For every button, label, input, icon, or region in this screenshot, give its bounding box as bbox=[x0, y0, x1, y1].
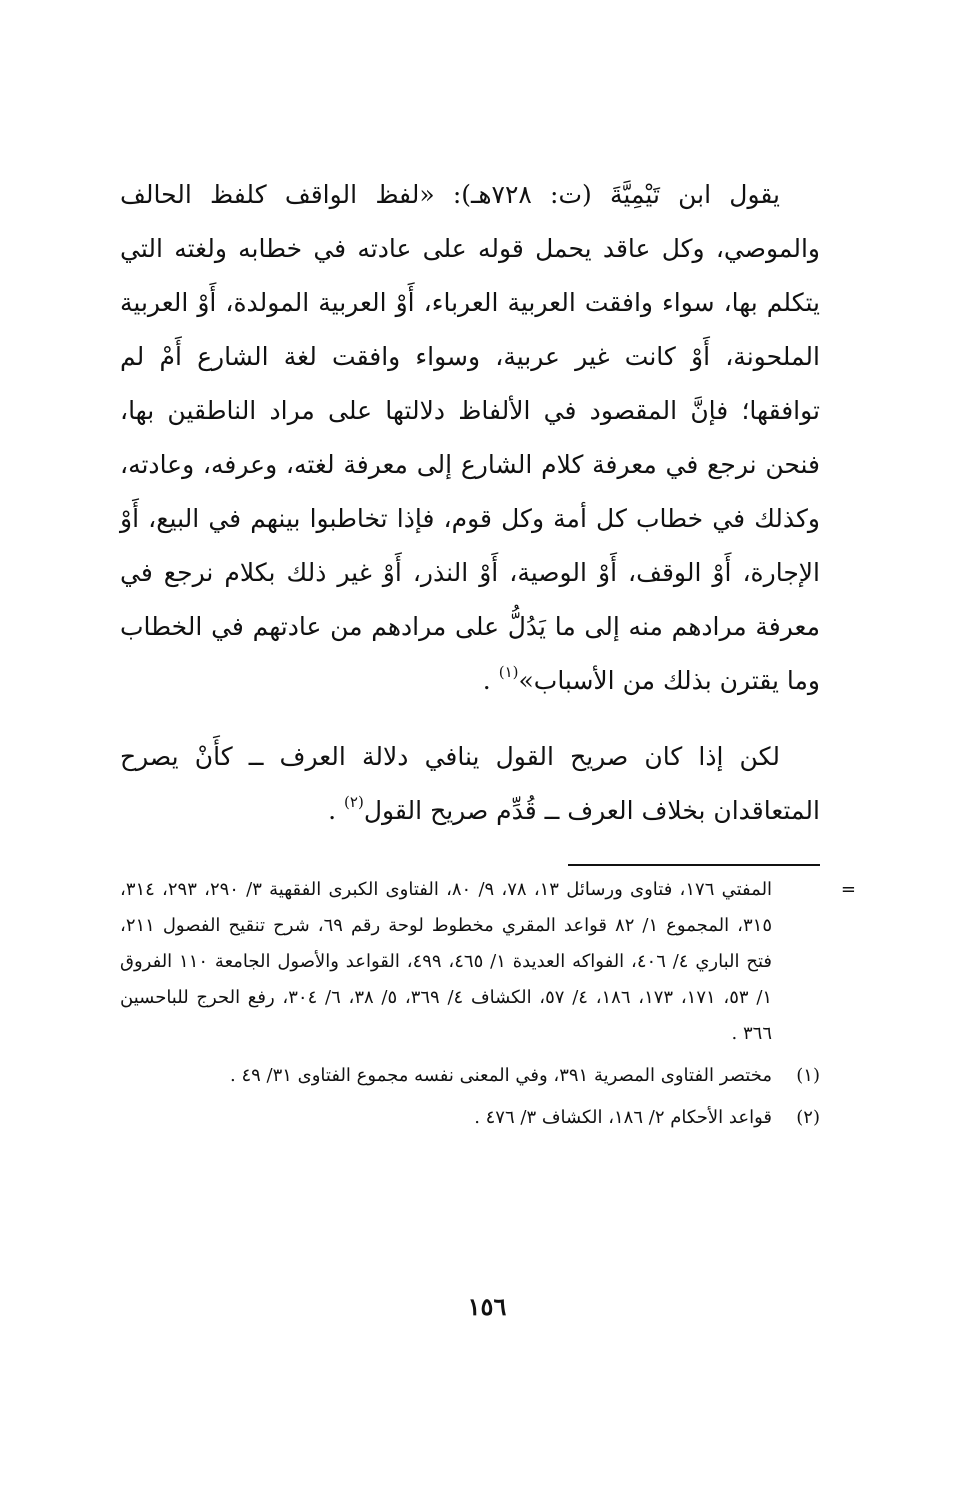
body-paragraph-1 bbox=[120, 168, 820, 708]
paragraph-2-end: . bbox=[328, 796, 345, 825]
continuation-text: المفتي ١٧٦، فتاوى ورسائل ١٣، ٧٨، ٩/ ٨٠، الفتاوى الكبرى الفقهية ٣/ ٢٩٠، ٢٩٣، ٣١٤، ٣١٥، المجموع ١/ ٨٢ قواعد المقري مخطوط لوحة رقم ٦٩، شرح تنقيح الفصول ٢١١، فتح الباري ٤/ ٤٠٦، الفواكه العديدة ١/ ٤٦٥، ٤٩٩، القواعد والأصول الجامعة ١١٠ الفروق ١/ ٥٣، ١٧١، ١٧٣، ١٨٦، ٤/ ٥٧، الكشاف ٤/ ٣٦٩، ٥/ ٣٨، ٦/ ٣٠٤، رفع الحرج للباحسين ٣٦٦ . bbox=[120, 879, 773, 1044]
footnote-ref-2[interactable]: (٢) bbox=[344, 793, 364, 811]
continuation-mark: = bbox=[840, 879, 856, 900]
footnote-ref-1[interactable]: (١) bbox=[498, 663, 519, 681]
page-number: ١٥٦ bbox=[467, 1292, 507, 1321]
body-paragraph-2 bbox=[120, 730, 820, 838]
footnote-1-mark: (١) bbox=[796, 1065, 820, 1086]
footnote-separator bbox=[568, 864, 820, 866]
footnote-2 bbox=[120, 1100, 820, 1136]
paragraph-1-text: يقول ابن تَيْمِيَّةَ (ت: ٧٢٨هـ): «لفظ الواقف كلفظ الحالف والموصي، وكل عاقد يحمل قوله على عادته في خطابه ولغته التي يتكلم بها، سواء وافقت العربية العرباء، أَوْ العربية المولدة، أَوْ العربية الملحونة، أَوْ كانت غير عربية، وسواء وافقت لغة الشارع أَمْ لم توافقها؛ فإنَّ المقصود في الألفاظ دلالتها على مراد الناطقين بها، فنحن نرجع في معرفة كلام الشارع إلى معرفة لغته، وعرفه، وعادته، وكذلك في خطاب كل أمة وكل قوم، فإذا تخاطبوا بينهم في البيع، أَوْ الإجارة، أَوْ الوقف، أَوْ الوصية، أَوْ النذر، أَوْ غير ذلك بكلام نرجع في معرفة مرادهم منه إلى ما يَدُلُّ على مرادهم من عادتهم في الخطاب وما يقترن بذلك من الأسباب» bbox=[120, 180, 820, 695]
footnotes-block bbox=[120, 872, 856, 1136]
paragraph-2-text: لكن إذا كان صريح القول ينافي دلالة العرف ــ كأَنْ يصرح المتعاقدان بخلاف العرف ــ قُدِّم صريح القول bbox=[120, 742, 820, 825]
footnote-1-text: مختصر الفتاوى المصرية ٣٩١، وفي المعنى نفسه مجموع الفتاوى ٣١/ ٤٩ . bbox=[229, 1065, 772, 1086]
footnote-1 bbox=[120, 1058, 820, 1094]
footnote-continuation bbox=[120, 872, 856, 1052]
footnote-2-mark: (٢) bbox=[796, 1107, 820, 1128]
paragraph-1-end: . bbox=[482, 666, 499, 695]
main-text-block bbox=[120, 168, 820, 838]
footnote-2-text: قواعد الأحكام ٢/ ١٨٦، الكشاف ٣/ ٤٧٦ . bbox=[474, 1107, 772, 1128]
